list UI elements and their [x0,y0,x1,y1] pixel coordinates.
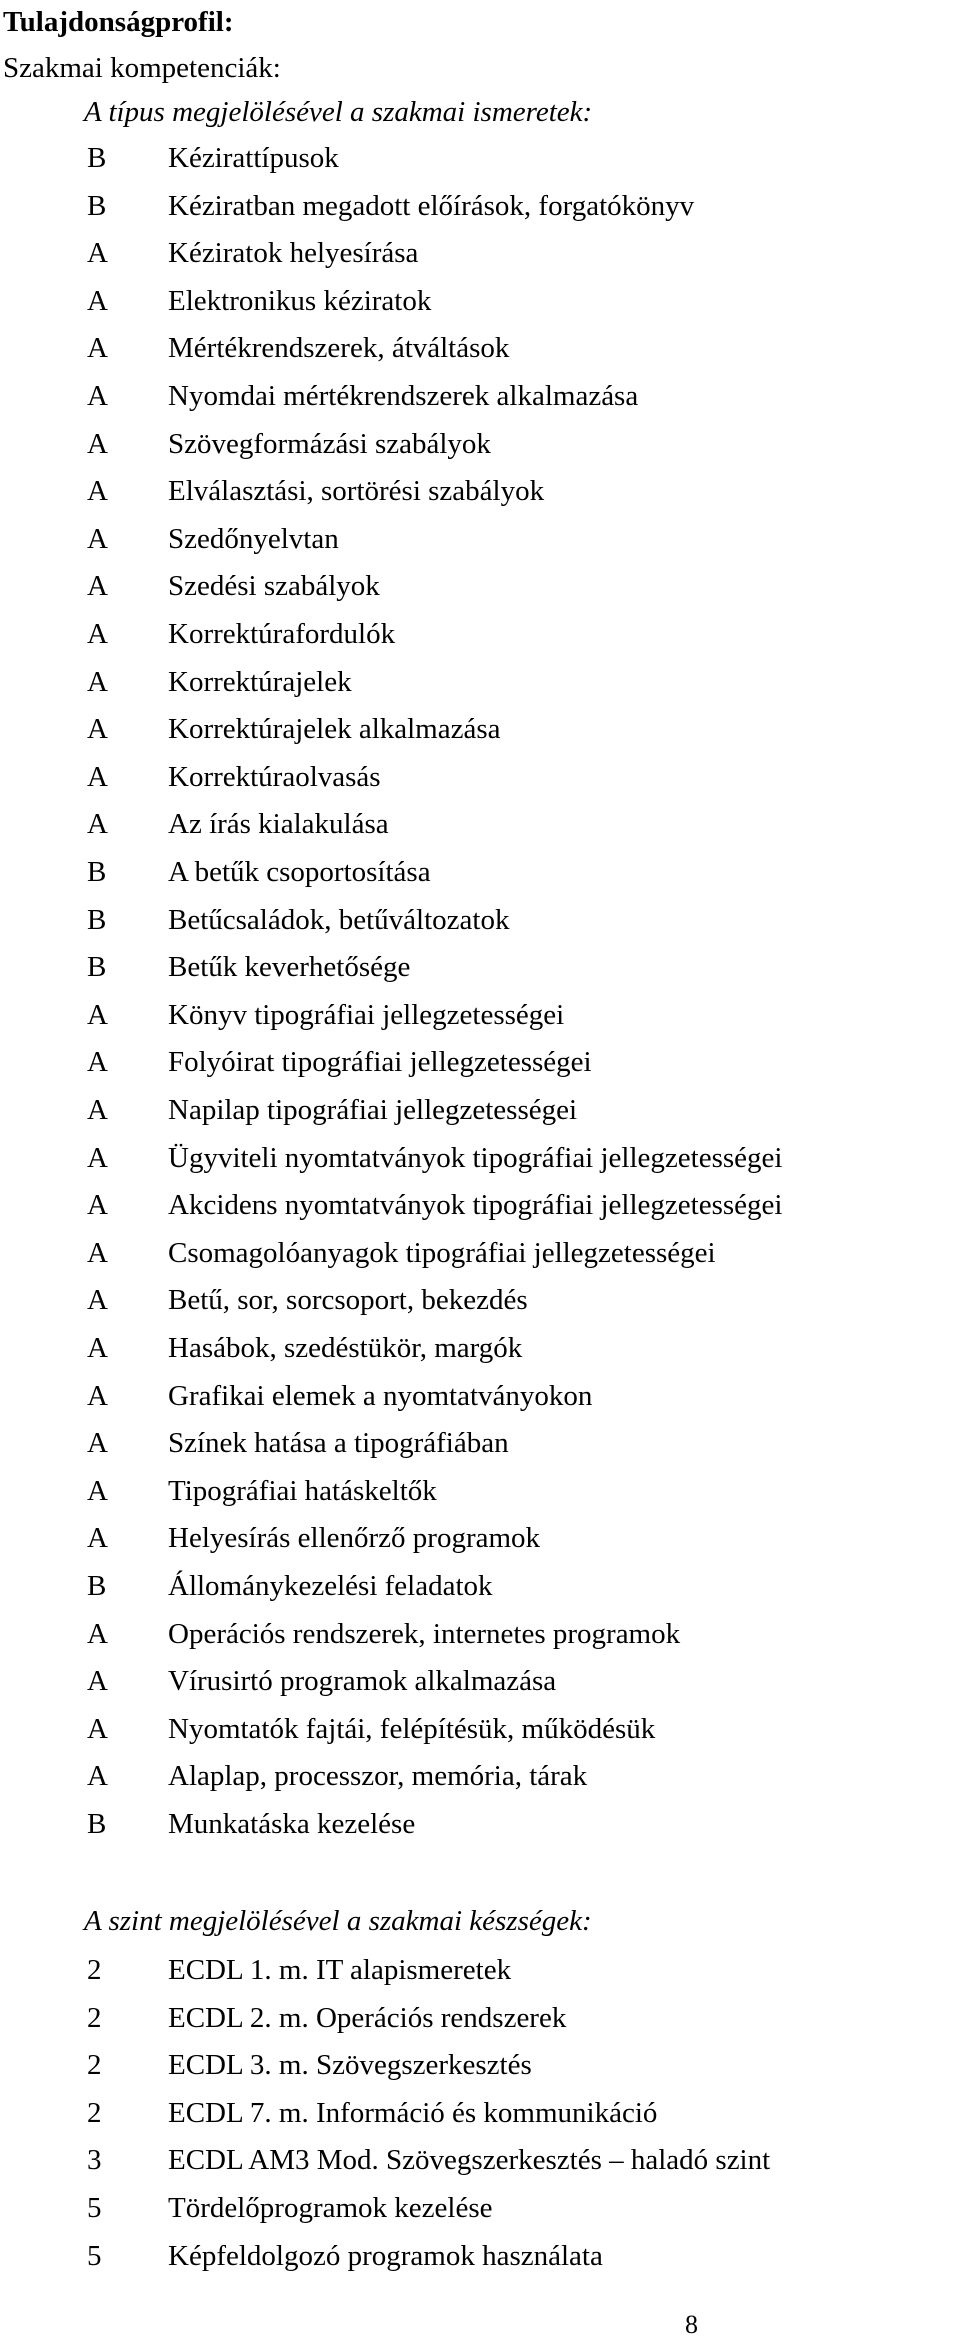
item-code: A [87,808,108,841]
item-code: B [87,189,107,222]
knowledge-section-title: A típus megjelölésével a szakmai ismeretek: [84,96,593,128]
item-code: 2 [87,2049,102,2082]
skills-section-title: A szint megjelölésével a szakmai készségek: [84,1905,592,1937]
item-text: Betűcsaládok, betűváltozatok [168,903,510,936]
item-code: 2 [87,2001,102,2034]
item-text: Tördelőprogramok kezelése [168,2192,493,2224]
item-code: 2 [87,1954,102,1986]
item-code: 3 [87,2144,102,2177]
item-text: A betűk csoportosítása [168,856,431,888]
item-text: ECDL 2. m. Operációs rendszerek [168,2001,567,2034]
item-text: Mértékrendszerek, átváltások [168,332,510,365]
item-text: Szövegformázási szabályok [168,427,491,460]
item-text: Nyomtatók fajtái, felépítésük, működésük [168,1712,656,1745]
item-code: A [87,522,108,555]
item-text: Folyóirat tipográfiai jellegzetességei [168,1046,592,1079]
item-text: Korrektúraolvasás [168,760,381,793]
item-text: Korrektúrafordulók [168,618,396,650]
item-code: A [87,998,108,1031]
item-text: Állománykezelési feladatok [168,1570,493,1602]
item-text: Operációs rendszerek, internetes programok [168,1617,681,1650]
item-code: A [87,760,108,793]
item-text: Szedőnyelvtan [168,522,339,555]
item-code: A [87,1141,108,1174]
item-code: A [87,1665,108,1698]
item-text: Elválasztási, sortörési szabályok [168,475,545,508]
item-text: Korrektúrajelek [168,665,352,698]
item-code: A [87,237,108,270]
item-code: A [87,1760,108,1793]
item-code: A [87,570,108,603]
item-text: ECDL AM3 Mod. Szövegszerkesztés – haladó szint [168,2144,771,2177]
item-text: Akcidens nyomtatványok tipográfiai jellegzetességei [168,1189,783,1222]
item-text: Hasábok, szedéstükör, margók [168,1332,523,1364]
item-code: A [87,1094,108,1126]
page-number: 8 [685,2310,698,2339]
item-text: Tipográfiai hatáskeltők [168,1474,437,1507]
item-code: A [87,332,108,365]
item-text: ECDL 1. m. IT alapismeretek [168,1954,512,1986]
item-code: A [87,475,108,508]
item-code: 5 [87,2239,102,2272]
item-code: A [87,1284,108,1317]
item-code: A [87,1332,108,1364]
item-code: A [87,618,108,650]
item-code: A [87,1379,108,1412]
item-code: A [87,1522,108,1555]
item-code: A [87,1046,108,1079]
item-text: Betű, sor, sorcsoport, bekezdés [168,1284,528,1317]
item-code: B [87,903,107,936]
item-code: A [87,284,108,317]
item-code: 5 [87,2192,102,2224]
item-text: Elektronikus kéziratok [168,284,432,317]
item-text: Alaplap, processzor, memória, tárak [168,1760,588,1793]
item-code: B [87,951,107,984]
item-text: Ügyviteli nyomtatványok tipográfiai jellegzetességei [168,1141,783,1174]
item-text: Színek hatása a tipográfiában [168,1427,509,1460]
item-text: Szedési szabályok [168,570,380,603]
item-code: A [87,1617,108,1650]
item-text: Csomagolóanyagok tipográfiai jellegzetességei [168,1236,716,1269]
item-code: B [87,856,107,888]
item-text: Napilap tipográfiai jellegzetességei [168,1094,578,1126]
item-text: Korrektúrajelek alkalmazása [168,713,501,746]
item-code: A [87,665,108,698]
item-code: A [87,1189,108,1222]
item-text: Grafikai elemek a nyomtatványokon [168,1379,593,1412]
item-code: 2 [87,2096,102,2129]
item-code: B [87,1570,107,1602]
item-code: A [87,1474,108,1507]
item-code: B [87,142,107,174]
page-heading: Tulajdonságprofil: [3,6,234,38]
item-text: Betűk keverhetősége [168,951,411,984]
item-text: Munkatáska kezelése [168,1808,416,1840]
item-code: A [87,1427,108,1460]
item-code: A [87,1712,108,1745]
item-text: Vírusirtó programok alkalmazása [168,1665,557,1698]
item-text: Kéziratban megadott előírások, forgatókönyv [168,189,695,222]
item-text: Nyomdai mértékrendszerek alkalmazása [168,380,639,412]
item-code: A [87,713,108,746]
item-text: ECDL 7. m. Információ és kommunikáció [168,2096,658,2129]
item-code: A [87,1236,108,1269]
item-text: Könyv tipográfiai jellegzetességei [168,998,565,1031]
item-text: Kéziratok helyesírása [168,237,419,270]
item-code: A [87,427,108,460]
subheading: Szakmai kompetenciák: [3,52,281,84]
item-code: A [87,380,108,412]
item-code: B [87,1808,107,1840]
item-text: Kézirattípusok [168,142,339,174]
item-text: Helyesírás ellenőrző programok [168,1522,541,1555]
item-text: ECDL 3. m. Szövegszerkesztés [168,2049,532,2082]
item-text: Képfeldolgozó programok használata [168,2239,603,2272]
item-text: Az írás kialakulása [168,808,389,841]
